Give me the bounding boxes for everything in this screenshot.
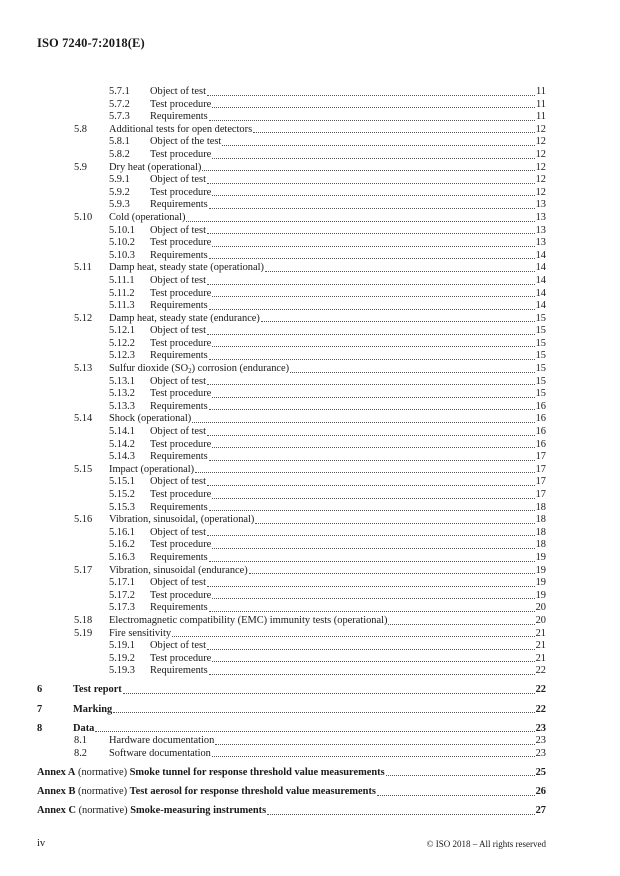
- toc-entry[interactable]: [37, 413, 546, 426]
- dot-leader: [207, 333, 535, 335]
- dot-leader: [212, 295, 534, 297]
- toc-entry[interactable]: [37, 250, 546, 263]
- toc-page-number: 16: [535, 413, 546, 425]
- toc-entry[interactable]: [37, 262, 546, 275]
- toc-entry[interactable]: [37, 300, 546, 313]
- toc-page-number: 13: [535, 224, 546, 236]
- toc-entry[interactable]: [37, 313, 546, 326]
- toc-page-number: 11: [535, 111, 546, 123]
- toc-entry-title: Object of test: [150, 375, 206, 387]
- dot-leader: [186, 220, 534, 222]
- toc-page-number: 17: [535, 476, 546, 488]
- dot-leader: [212, 547, 534, 549]
- toc-page-number: 20: [535, 602, 546, 614]
- toc-entry-number: 5.12: [74, 312, 93, 324]
- toc-entry-title: Requirements: [150, 111, 208, 123]
- toc-page-number: 17: [535, 451, 546, 463]
- table-of-contents: [37, 86, 546, 818]
- dot-leader: [207, 648, 535, 650]
- toc-entry-number: 5.12.2: [109, 337, 135, 349]
- toc-entry[interactable]: [37, 577, 546, 590]
- toc-page-number: 21: [535, 640, 546, 652]
- toc-entry[interactable]: [37, 704, 546, 717]
- toc-page-number: 14: [535, 300, 546, 312]
- dot-leader: [261, 320, 535, 322]
- toc-page-number: 15: [535, 312, 546, 324]
- dot-leader: [207, 383, 535, 385]
- toc-entry-number: 5.13: [74, 363, 93, 375]
- toc-page-number: 22: [535, 665, 546, 677]
- toc-entry-number: 5.15: [74, 463, 93, 475]
- dot-leader: [209, 257, 535, 259]
- toc-entry[interactable]: [37, 111, 546, 124]
- toc-entry-title: Additional tests for open detectors: [109, 123, 253, 135]
- toc-entry-number: 5.13.2: [109, 388, 135, 400]
- dot-leader: [209, 459, 535, 461]
- toc-entry-title: Object of test: [150, 640, 206, 652]
- toc-page-number: 18: [535, 526, 546, 538]
- copyright-notice: © ISO 2018 – All rights reserved: [426, 839, 546, 849]
- toc-entry-number: 5.7.2: [109, 98, 130, 110]
- toc-entry[interactable]: [37, 552, 546, 565]
- toc-entry-number: 7: [37, 703, 43, 715]
- dot-leader: [209, 673, 535, 675]
- toc-page-number: 12: [535, 186, 546, 198]
- toc-entry-number: 5.15.1: [109, 476, 135, 488]
- dot-leader: [209, 408, 535, 410]
- toc-page-number: 26: [535, 785, 546, 797]
- toc-page-number: 21: [535, 652, 546, 664]
- annex-title: Test aerosol for response threshold value measurements: [129, 785, 376, 797]
- dot-leader: [377, 794, 535, 796]
- title-subscript: 2: [188, 367, 192, 376]
- toc-entry[interactable]: [37, 225, 546, 238]
- dot-leader: [209, 358, 535, 360]
- toc-entry[interactable]: [37, 565, 546, 578]
- toc-entry[interactable]: [37, 640, 546, 653]
- annex-title: Smoke tunnel for response threshold value measurements: [129, 766, 385, 778]
- toc-entry[interactable]: [37, 653, 546, 666]
- dot-leader: [222, 144, 534, 146]
- dot-leader: [212, 106, 535, 108]
- toc-entry[interactable]: [37, 748, 546, 761]
- toc-entry-title: Requirements: [150, 300, 208, 312]
- toc-page-number: 11: [535, 98, 546, 110]
- toc-entry-number: 5.15.3: [109, 501, 135, 513]
- toc-entry-number: 5.10.3: [109, 249, 135, 261]
- toc-entry-title: Impact (operational): [109, 463, 195, 475]
- toc-entry-title: [37, 767, 385, 780]
- dot-leader: [209, 610, 535, 612]
- toc-entry-title: Requirements: [150, 350, 208, 362]
- toc-entry-title: Object of test: [150, 526, 206, 538]
- toc-entry-number: 5.16: [74, 514, 93, 526]
- toc-entry-number: 5.7.3: [109, 111, 130, 123]
- dot-leader: [212, 660, 534, 662]
- toc-entry-number: 5.17.3: [109, 602, 135, 614]
- toc-entry-title: Test procedure: [150, 388, 212, 400]
- toc-entry[interactable]: [37, 350, 546, 363]
- annex-normative-note: (normative): [75, 805, 131, 817]
- toc-entry-title: Object of test: [150, 325, 206, 337]
- annex-label: Annex B: [37, 785, 76, 797]
- toc-entry-title: Test procedure: [150, 489, 212, 500]
- toc-entry-number: 8.2: [74, 747, 87, 759]
- toc-entry-number: 5.12.1: [109, 325, 135, 337]
- dot-leader: [207, 232, 535, 234]
- toc-entry-title: Object of test: [150, 577, 206, 589]
- toc-page-number: 16: [535, 426, 546, 438]
- toc-entry-title: Vibration, sinusoidal, (operational): [109, 514, 255, 526]
- toc-entry-number: 5.19: [74, 627, 93, 639]
- toc-entry[interactable]: [37, 187, 546, 200]
- toc-entry-title: Marking: [73, 703, 113, 715]
- toc-entry[interactable]: [37, 162, 546, 175]
- toc-entry-title: [109, 363, 289, 376]
- toc-entry-number: 5.14: [74, 413, 93, 425]
- toc-entry[interactable]: [37, 628, 546, 641]
- toc-page-number: 15: [535, 350, 546, 362]
- toc-entry[interactable]: [37, 439, 546, 452]
- toc-page-number: 19: [535, 551, 546, 563]
- toc-entry-number: 8.1: [74, 735, 87, 747]
- toc-page-number: 12: [535, 161, 546, 173]
- toc-entry-title: Test procedure: [150, 438, 212, 450]
- dot-leader: [253, 131, 534, 133]
- dot-leader: [195, 471, 535, 473]
- dot-leader: [172, 635, 535, 637]
- toc-page-number: 14: [535, 287, 546, 299]
- dot-leader: [95, 730, 534, 732]
- toc-entry-title: Test procedure: [150, 652, 212, 664]
- dot-leader: [209, 560, 535, 562]
- toc-page-number: 12: [535, 123, 546, 135]
- toc-entry[interactable]: [37, 476, 546, 489]
- toc-page-number: 15: [535, 363, 546, 375]
- toc-entry[interactable]: [37, 451, 546, 464]
- toc-page-number: 23: [535, 747, 546, 759]
- toc-page-number: 12: [535, 174, 546, 186]
- toc-entry-number: 5.15.2: [109, 489, 135, 500]
- toc-entry[interactable]: [37, 199, 546, 212]
- toc-entry-title: [37, 786, 376, 799]
- toc-entry-title: Requirements: [150, 501, 208, 513]
- annex-normative-note: (normative): [75, 785, 130, 797]
- toc-entry[interactable]: [37, 275, 546, 288]
- toc-page-number: 15: [535, 337, 546, 349]
- toc-entry-title: Damp heat, steady state (operational): [109, 262, 264, 274]
- dot-leader: [207, 434, 535, 436]
- toc-entry-title: Requirements: [150, 665, 208, 677]
- toc-page-number: 15: [535, 375, 546, 387]
- toc-entry-number: 5.10: [74, 211, 93, 223]
- dot-leader: [212, 345, 534, 347]
- toc-entry-number: 5.9.1: [109, 174, 130, 186]
- toc-entry-number: 5.17: [74, 564, 93, 576]
- toc-entry[interactable]: [37, 212, 546, 225]
- toc-entry[interactable]: [37, 527, 546, 540]
- toc-entry-number: 5.19.2: [109, 652, 135, 664]
- toc-entry[interactable]: [37, 338, 546, 351]
- dot-leader: [113, 711, 534, 713]
- toc-page-number: 22: [535, 684, 546, 696]
- toc-page-number: 15: [535, 325, 546, 337]
- toc-annex-entry[interactable]: [37, 767, 546, 780]
- dot-leader: [207, 94, 535, 96]
- toc-page-number: 14: [535, 249, 546, 261]
- toc-entry-title: Test procedure: [150, 337, 212, 349]
- dot-leader: [123, 692, 535, 694]
- toc-entry[interactable]: [37, 735, 546, 748]
- toc-entry[interactable]: [37, 99, 546, 112]
- toc-entry[interactable]: [37, 124, 546, 137]
- toc-page-number: 13: [535, 199, 546, 211]
- toc-entry[interactable]: [37, 539, 546, 552]
- document-header: ISO 7240-7:2018(E): [37, 36, 145, 50]
- toc-annex-entry[interactable]: [37, 786, 546, 799]
- toc-entry-title: Requirements: [150, 199, 208, 211]
- toc-entry-number: 5.11: [74, 262, 92, 274]
- toc-entry-title: Fire sensitivity: [109, 627, 172, 639]
- toc-entry[interactable]: [37, 237, 546, 250]
- dot-leader: [212, 396, 534, 398]
- toc-entry-number: 5.16.1: [109, 526, 135, 538]
- toc-entry-number: 5.9.2: [109, 186, 130, 198]
- toc-entry-title: Dry heat (operational): [109, 161, 202, 173]
- dot-leader: [202, 169, 534, 171]
- toc-page-number: 20: [535, 614, 546, 626]
- dot-leader: [207, 585, 535, 587]
- toc-entry-number: 5.12.3: [109, 350, 135, 362]
- dot-leader: [212, 245, 534, 247]
- toc-entry-number: 5.16.2: [109, 539, 135, 551]
- toc-entry-title: Object of test: [150, 476, 206, 488]
- toc-entry-title: Test procedure: [150, 539, 212, 551]
- toc-page-number: 11: [535, 86, 546, 97]
- toc-entry[interactable]: [37, 288, 546, 301]
- toc-entry-number: 5.19.1: [109, 640, 135, 652]
- toc-entry-title: Test procedure: [150, 237, 212, 249]
- toc-entry-title: Electromagnetic compatibility (EMC) immunity tests (operational): [109, 614, 388, 626]
- toc-entry-title: Requirements: [150, 400, 208, 412]
- toc-entry[interactable]: [37, 464, 546, 477]
- toc-page-number: 21: [535, 627, 546, 639]
- toc-entry-title: Test procedure: [150, 148, 212, 160]
- toc-entry-title: Shock (operational): [109, 413, 192, 425]
- toc-entry-number: 5.8.2: [109, 148, 130, 160]
- toc-entry[interactable]: [37, 590, 546, 603]
- toc-entry-title: Damp heat, steady state (endurance): [109, 312, 260, 324]
- dot-leader: [207, 484, 535, 486]
- toc-entry[interactable]: [37, 401, 546, 414]
- dot-leader: [212, 597, 534, 599]
- toc-entry-number: 5.8.1: [109, 136, 130, 148]
- toc-entry-number: 5.18: [74, 614, 93, 626]
- toc-entry[interactable]: [37, 514, 546, 527]
- toc-entry-number: 5.14.3: [109, 451, 135, 463]
- toc-entry[interactable]: [37, 388, 546, 401]
- toc-entry[interactable]: [37, 174, 546, 187]
- toc-entry-number: 5.8: [74, 123, 87, 135]
- toc-page-number: 18: [535, 501, 546, 513]
- toc-entry[interactable]: [37, 684, 546, 697]
- toc-entry-number: 5.16.3: [109, 551, 135, 563]
- toc-entry-number: 5.11.2: [109, 287, 135, 299]
- toc-entry-number: 6: [37, 684, 43, 696]
- toc-entry-number: 5.10.1: [109, 224, 135, 236]
- toc-entry-title: Test procedure: [150, 287, 212, 299]
- toc-entry-title: Test report: [73, 684, 122, 696]
- toc-entry-number: 5.17.1: [109, 577, 135, 589]
- toc-entry[interactable]: [37, 502, 546, 515]
- page-number: iv: [37, 838, 46, 849]
- toc-page-number: 14: [535, 274, 546, 286]
- dot-leader: [209, 207, 535, 209]
- dot-leader: [255, 522, 534, 524]
- toc-page-number: 16: [535, 438, 546, 450]
- toc-entry-title: Cold (operational): [109, 211, 186, 223]
- toc-entry-title: Object of test: [150, 86, 206, 97]
- dot-leader: [207, 283, 535, 285]
- toc-entry-title: Vibration, sinusoidal (endurance): [109, 564, 248, 576]
- toc-entry-title: Object of test: [150, 274, 206, 286]
- dot-leader: [212, 446, 534, 448]
- toc-entry-number: 8: [37, 722, 43, 734]
- dot-leader: [388, 623, 534, 625]
- toc-page-number: 18: [535, 539, 546, 551]
- annex-label: Annex A: [37, 766, 76, 778]
- dot-leader: [212, 497, 534, 499]
- toc-page-number: 23: [535, 722, 546, 734]
- toc-page-number: 19: [535, 589, 546, 601]
- toc-entry-title: Object of the test: [150, 136, 222, 148]
- toc-entry[interactable]: [37, 615, 546, 628]
- dot-leader: [265, 270, 535, 272]
- toc-page-number: 15: [535, 388, 546, 400]
- toc-entry-number: 5.10.2: [109, 237, 135, 249]
- dot-leader: [207, 534, 535, 536]
- toc-page-number: 17: [535, 489, 546, 500]
- dot-leader: [212, 194, 534, 196]
- toc-entry-title: Test procedure: [150, 589, 212, 601]
- toc-page-number: 14: [535, 262, 546, 274]
- toc-entry-title: Software documentation: [109, 747, 211, 759]
- toc-entry[interactable]: [37, 489, 546, 502]
- toc-entry-title: Requirements: [150, 551, 208, 563]
- toc-page-number: 19: [535, 564, 546, 576]
- toc-entry-title: Object of test: [150, 174, 206, 186]
- toc-entry-number: 5.13.1: [109, 375, 135, 387]
- toc-page-number: 22: [535, 703, 546, 715]
- toc-page-number: 13: [535, 211, 546, 223]
- dot-leader: [386, 774, 535, 776]
- toc-entry[interactable]: [37, 363, 546, 376]
- toc-page-number: 18: [535, 514, 546, 526]
- annex-title: Smoke-measuring instruments: [130, 805, 267, 817]
- toc-page-number: 12: [535, 148, 546, 160]
- toc-entry-title: Hardware documentation: [109, 735, 215, 747]
- toc-page-number: 16: [535, 400, 546, 412]
- dot-leader: [249, 572, 535, 574]
- toc-entry-number: 5.14.2: [109, 438, 135, 450]
- toc-page-number: 19: [535, 577, 546, 589]
- dot-leader: [212, 755, 535, 757]
- toc-entry[interactable]: [37, 665, 546, 678]
- toc-page-number: 17: [535, 463, 546, 475]
- dot-leader: [267, 813, 534, 815]
- toc-page-number: 23: [535, 735, 546, 747]
- toc-entry-title: Data: [73, 722, 95, 734]
- dot-leader: [209, 308, 535, 310]
- dot-leader: [209, 509, 535, 511]
- dot-leader: [209, 119, 535, 121]
- toc-entry-number: 5.14.1: [109, 426, 135, 438]
- toc-entry-number: 5.19.3: [109, 665, 135, 677]
- toc-page-number: 27: [535, 805, 546, 817]
- toc-entry[interactable]: [37, 136, 546, 149]
- title-part: Sulfur dioxide (SO: [109, 363, 189, 375]
- title-part: ) corrosion (endurance): [191, 363, 290, 375]
- toc-entry-title: [37, 805, 266, 818]
- toc-entry-number: 5.9.3: [109, 199, 130, 211]
- dot-leader: [215, 743, 534, 745]
- dot-leader: [207, 182, 535, 184]
- toc-entry[interactable]: [37, 325, 546, 338]
- toc-entry-number: 5.11.1: [109, 274, 135, 286]
- toc-entry-number: 5.9: [74, 161, 87, 173]
- toc-entry-title: Object of test: [150, 426, 206, 438]
- toc-page-number: 13: [535, 237, 546, 249]
- toc-entry-number: 5.17.2: [109, 589, 135, 601]
- toc-annex-entry[interactable]: [37, 805, 546, 818]
- toc-entry-number: 5.7.1: [109, 86, 130, 97]
- annex-normative-note: (normative): [75, 766, 130, 778]
- dot-leader: [212, 157, 534, 159]
- toc-entry[interactable]: [37, 723, 546, 736]
- toc-entry-title: Object of test: [150, 224, 206, 236]
- toc-entry-title: Test procedure: [150, 98, 212, 110]
- dot-leader: [290, 371, 535, 373]
- toc-entry-title: Requirements: [150, 451, 208, 463]
- toc-entry-number: 5.11.3: [109, 300, 135, 312]
- toc-entry-title: Requirements: [150, 602, 208, 614]
- toc-entry[interactable]: [37, 426, 546, 439]
- toc-entry-title: Test procedure: [150, 186, 212, 198]
- toc-page-number: 12: [535, 136, 546, 148]
- annex-label: Annex C: [37, 805, 76, 817]
- toc-entry[interactable]: [37, 149, 546, 162]
- toc-page-number: 25: [535, 766, 546, 778]
- toc-entry[interactable]: [37, 602, 546, 615]
- dot-leader: [192, 421, 534, 423]
- toc-entry[interactable]: [37, 86, 546, 99]
- toc-entry-title: Requirements: [150, 249, 208, 261]
- toc-entry-number: 5.13.3: [109, 400, 135, 412]
- toc-entry[interactable]: [37, 376, 546, 389]
